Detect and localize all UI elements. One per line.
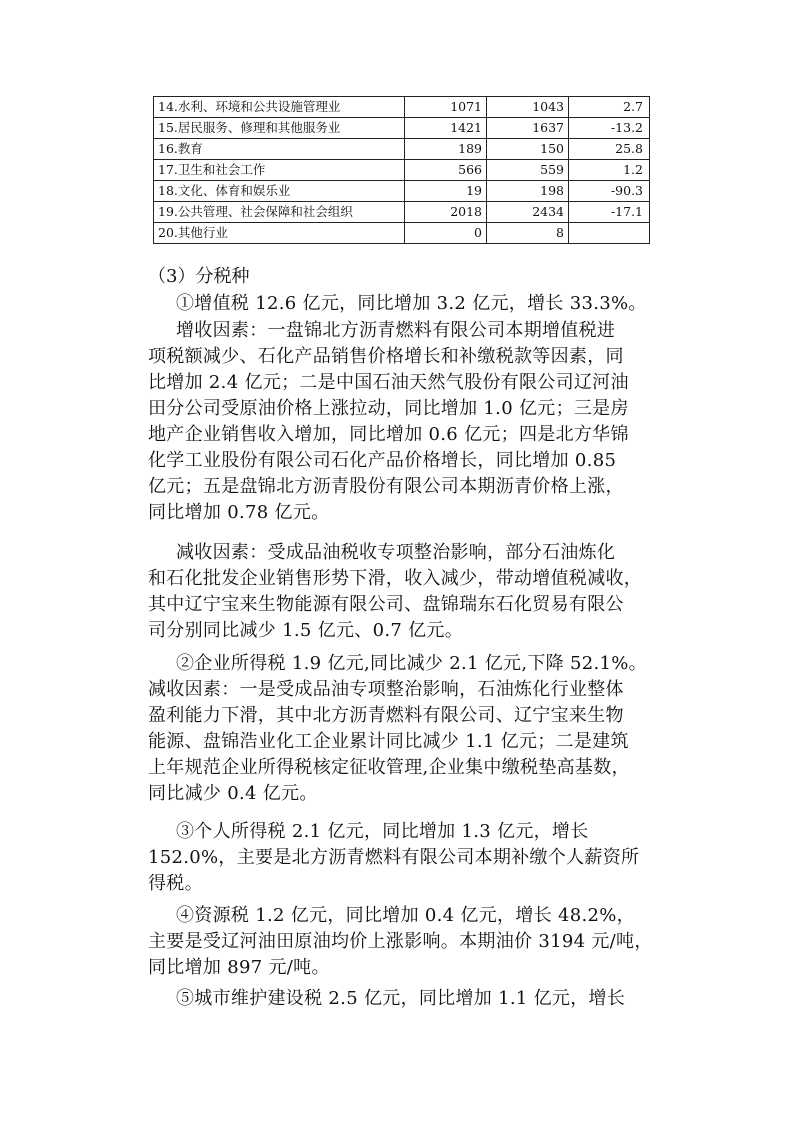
paragraph-urban-maintenance-tax [148,986,688,1012]
table-row [154,181,650,202]
industry-name-cell: 16.教育 [154,139,405,160]
text-line: 化学工业股份有限公司石化产品价格增长，同比增加 0.85 [148,450,617,471]
text-line: 比增加 2.4 亿元；二是中国石油天然气股份有限公司辽河油 [148,372,629,393]
growth-rate-cell: -13.2 [569,118,650,139]
text-line: ⑤城市维护建设税 2.5 亿元，同比增加 1.1 亿元，增长 [176,988,626,1009]
text-line: ①增值税 12.6 亿元，同比增加 3.2 亿元，增长 33.3%。 [176,293,647,314]
text-line: 亿元；五是盘锦北方沥青股份有限公司本期沥青价格上涨， [148,476,624,497]
paragraph-personal-income-tax [148,819,688,897]
growth-rate-cell: -90.3 [569,181,650,202]
industry-name-cell: 20.其他行业 [154,223,405,244]
text-line: 主要是受辽河油田原油均价上涨影响。本期油价 3194 元/吨， [148,931,653,952]
current-value-cell: 0 [405,223,487,244]
table-row [154,223,650,244]
text-line: 同比增加 897 元/吨。 [148,957,330,978]
text-line: 项税额减少、石化产品销售价格增长和补缴税款等因素，同 [148,346,624,367]
previous-value-cell: 559 [487,160,569,181]
previous-value-cell: 1043 [487,97,569,118]
industry-name-cell: 19.公共管理、社会保障和社会组织 [154,202,405,223]
text-line: 得税。 [148,873,203,894]
section-heading: （3）分税种 [148,266,250,287]
previous-value-cell: 150 [487,139,569,160]
paragraph-vat-decrease [148,540,688,644]
text-line: 减收因素：受成品油税收专项整治影响，部分石油炼化 [176,542,616,563]
industry-name-cell: 18.文化、体育和娱乐业 [154,181,405,202]
previous-value-cell: 1637 [487,118,569,139]
growth-rate-cell: -17.1 [569,202,650,223]
text-line: 减收因素：一是受成品油专项整治影响，石油炼化行业整体 [148,679,624,700]
text-line: 地产企业销售收入增加，同比增加 0.6 亿元；四是北方华锦 [148,424,629,445]
text-line: ③个人所得税 2.1 亿元，同比增加 1.3 亿元，增长 [176,821,589,842]
text-line: 和石化批发企业销售形势下滑，收入减少，带动增值税减收， [148,568,643,589]
previous-value-cell: 198 [487,181,569,202]
current-value-cell: 19 [405,181,487,202]
previous-value-cell: 8 [487,223,569,244]
text-line: 同比增加 0.78 亿元。 [148,502,330,523]
growth-rate-cell [569,223,650,244]
text-line: 盈利能力下滑，其中北方沥青燃料有限公司、辽宁宝来生物 [148,705,624,726]
table-row [154,118,650,139]
text-line: 田分公司受原油价格上涨拉动，同比增加 1.0 亿元；三是房 [148,398,629,419]
text-line: 能源、盘锦浩业化工企业累计同比减少 1.1 亿元；二是建筑 [148,731,629,752]
text-line: ②企业所得税 1.9 亿元,同比减少 2.1 亿元,下降 52.1%。 [176,653,647,674]
table-row [154,160,650,181]
industry-name-cell: 17.卫生和社会工作 [154,160,405,181]
text-line: 上年规范企业所得税核定征收管理,企业集中缴税垫高基数， [148,757,630,778]
paragraph-vat [148,291,688,317]
paragraph-resource-tax [148,903,688,981]
text-line: ④资源税 1.2 亿元，同比增加 0.4 亿元，增长 48.2%， [176,905,635,926]
table-row [154,97,650,118]
table-row [154,139,650,160]
industry-tax-table [153,96,650,244]
current-value-cell: 2018 [405,202,487,223]
growth-rate-cell: 2.7 [569,97,650,118]
text-line: 同比减少 0.4 亿元。 [148,783,318,804]
previous-value-cell: 2434 [487,202,569,223]
industry-name-cell: 14.水利、环境和公共设施管理业 [154,97,405,118]
paragraph-vat-increase [148,318,688,526]
current-value-cell: 189 [405,139,487,160]
text-line: 司分别同比减少 1.5 亿元、0.7 亿元。 [148,620,464,641]
text-line: 其中辽宁宝来生物能源有限公司、盘锦瑞东石化贸易有限公 [148,594,624,615]
text-line: 增收因素：一盘锦北方沥青燃料有限公司本期增值税进 [176,320,616,341]
growth-rate-cell: 25.8 [569,139,650,160]
growth-rate-cell: 1.2 [569,160,650,181]
table-row [154,202,650,223]
text-line: 152.0%，主要是北方沥青燃料有限公司本期补缴个人薪资所 [148,847,640,868]
industry-name-cell: 15.居民服务、修理和其他服务业 [154,118,405,139]
current-value-cell: 1421 [405,118,487,139]
current-value-cell: 1071 [405,97,487,118]
paragraph-corporate-income-tax [148,651,688,807]
current-value-cell: 566 [405,160,487,181]
